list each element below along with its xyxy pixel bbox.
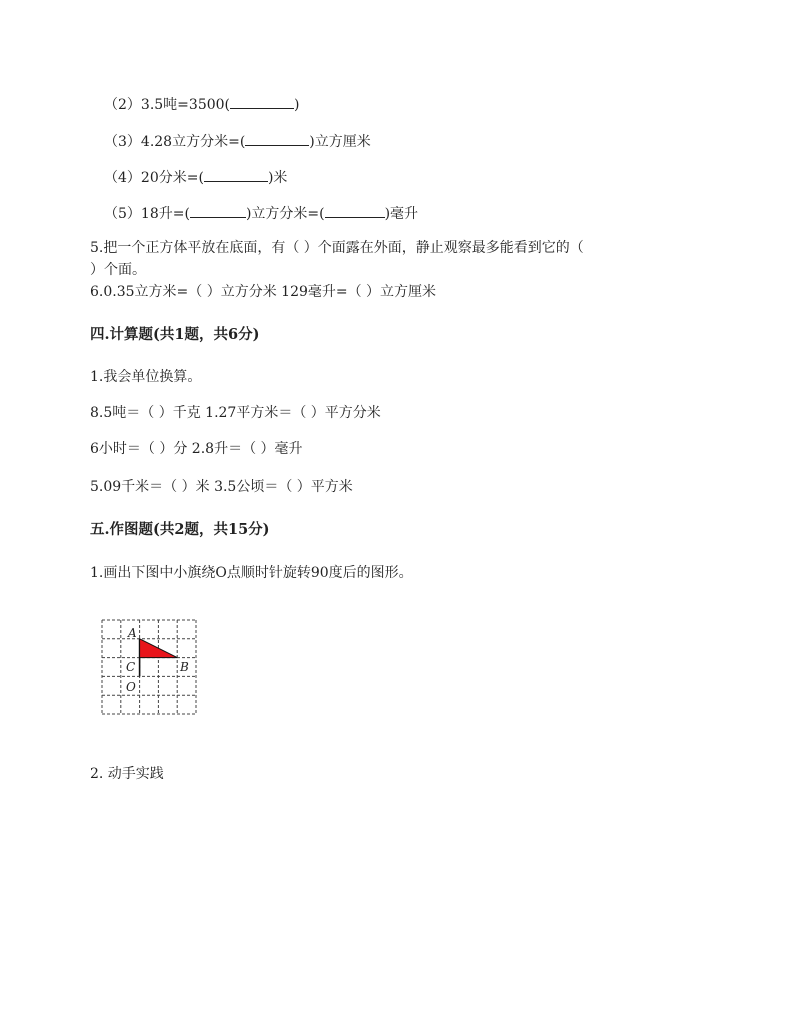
grid-svg [100, 618, 198, 716]
conversion-row-2: 6小时＝（ ）分 2.8升＝（ ）毫升 [90, 441, 303, 457]
label-a: A [128, 626, 137, 640]
item-2-number: （2） [104, 97, 141, 113]
conversion-row-3: 5.09千米＝（ ）米 3.5公顷＝（ ）平方米 [90, 479, 353, 495]
conversion-row-1: 8.5吨＝（ ）千克 1.27平方米＝（ ）平方分米 [90, 405, 381, 421]
section-5-question-1: 1.画出下图中小旗绕O点顺时针旋转90度后的图形。 [90, 565, 413, 581]
answer-blank[interactable] [245, 132, 309, 146]
answer-blank[interactable] [190, 204, 246, 218]
label-c: C [126, 660, 136, 674]
item-4-expression: 20分米=( [140, 170, 204, 186]
label-o: O [126, 680, 136, 694]
answer-blank[interactable] [204, 168, 268, 182]
item-4-close: )米 [267, 170, 288, 186]
item-5-expression: 18升=( [140, 206, 190, 222]
section-4-question-1: 1.我会单位换算。 [90, 369, 202, 385]
item-4 [104, 167, 287, 187]
item-3-expression: 4.28立方分米=( [140, 134, 246, 150]
section-5-question-2: 2. 动手实践 [90, 766, 164, 782]
question-5-line-2: ）个面。 [90, 262, 146, 278]
item-2-expression: 3.5吨=3500( [140, 97, 231, 113]
item-5-mid: )立方分米=( [245, 206, 325, 222]
item-4-number: （4） [104, 170, 141, 186]
section-4-title: 四.计算题(共1题，共6分) [90, 326, 260, 343]
section-5-title: 五.作图题(共2题，共15分) [90, 521, 270, 538]
label-b: B [180, 660, 189, 674]
answer-blank[interactable] [230, 95, 294, 109]
item-5-close: )毫升 [384, 206, 419, 222]
item-5-number: （5） [104, 206, 141, 222]
answer-blank[interactable] [325, 204, 385, 218]
question-5-line-1: 5.把一个正方体平放在底面，有（ ）个面露在外面，静止观察最多能看到它的（ [90, 240, 584, 256]
item-2 [104, 94, 299, 114]
item-5 [104, 203, 418, 223]
item-3 [104, 131, 371, 151]
rotation-grid-figure [100, 618, 198, 716]
item-2-close: ) [294, 97, 300, 113]
item-3-close: )立方厘米 [309, 134, 371, 150]
item-3-number: （3） [104, 134, 141, 150]
question-6: 6.0.35立方米=（ ）立方分米 129毫升=（ ）立方厘米 [90, 284, 437, 300]
